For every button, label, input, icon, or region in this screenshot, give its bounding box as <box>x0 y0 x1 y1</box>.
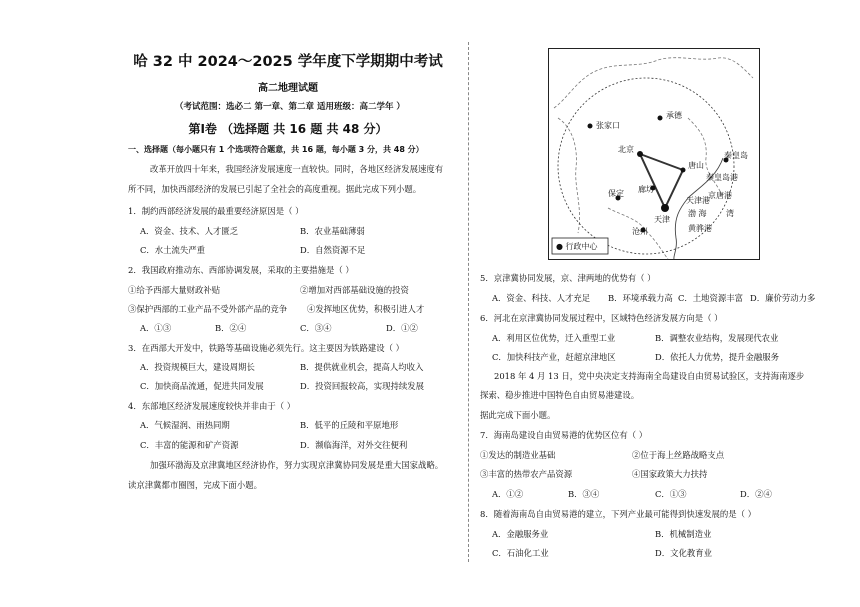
volume-heading: 第Ⅰ卷 （选择题 共 16 题 共 48 分） <box>188 122 388 136</box>
section-heading: 一、选择题（每小题只有 1 个选项符合题意，共 16 题，每小题 3 分，共 48 分） <box>128 145 424 154</box>
option-d: D．自然资源不足 <box>300 245 366 255</box>
statement-4: ④发挥地区优势，积极引进人才 <box>307 304 425 314</box>
page-subtitle: 高二地理试题 <box>258 83 318 94</box>
intro-text: 读京津冀都市圈图，完成下面小题。 <box>128 480 262 490</box>
city-dot <box>637 151 643 157</box>
statement-4: ④国家政策大力扶持 <box>632 469 708 479</box>
map-label-qinhuangdao: 秦皇岛 <box>724 151 748 160</box>
option-c: C．丰富的能源和矿产资源 <box>140 440 239 450</box>
city-dot <box>681 168 686 173</box>
map-label-bay: 湾 <box>726 209 734 218</box>
intro-text: 改革开放四十年来，我国经济发展速度一直较快。同时，各地区经济发展速度有 <box>150 164 444 174</box>
option-a: A．金融服务业 <box>492 529 549 539</box>
option-b: B．机械制造业 <box>655 529 712 539</box>
map-label-jingtang-port: 京唐港 <box>708 191 732 200</box>
map-legend: ● 行政中心 <box>556 242 598 251</box>
map-label-qinhuangdao-port: 秦皇岛港 <box>706 173 738 182</box>
page-title: 哈 32 中 2024～2025 学年度下学期期中考试 <box>133 54 443 70</box>
city-dot <box>588 124 593 129</box>
option-a: A．资金、科技、人才充足 <box>492 293 591 303</box>
jingjinji-map <box>548 48 760 260</box>
intro-text: 据此完成下面小题。 <box>480 410 556 420</box>
question-7: 7．海南岛建设自由贸易港的优势区位有（ ） <box>480 430 648 440</box>
option-a: A．投资规模巨大，建设周期长 <box>140 362 255 372</box>
option-a: A．①③ <box>140 323 172 333</box>
map-label-tianjin-port: 天津港 <box>686 196 710 205</box>
question-6: 6．河北在京津冀协同发展过程中，区域特色经济发展方向是（ ） <box>480 313 723 323</box>
statement-2: ②位于海上丝路战略支点 <box>632 450 725 460</box>
option-a: A．气候湿润、雨热同期 <box>140 420 230 430</box>
option-a: A．①② <box>492 489 524 499</box>
map-label-bohai: 渤 海 <box>688 209 707 218</box>
intro-text: 所不同，加快西部经济的发展已引起了全社会的高度重视。据此完成下列小题。 <box>128 184 422 194</box>
option-d: D．②④ <box>740 489 772 499</box>
question-5: 5．京津冀协同发展，京、津两地的优势有（ ） <box>480 273 656 283</box>
option-c: C．水土流失严重 <box>140 245 206 255</box>
statement-1: ①给予西部大量财政补贴 <box>128 285 221 295</box>
option-d: D．投资回报较高，实现持续发展 <box>300 381 424 391</box>
map-label-baoding: 保定 <box>608 189 624 198</box>
option-c: C．加快商品流通，促进共同发展 <box>140 381 264 391</box>
question-1: 1．制约西部经济发展的最重要经济原因是（ ） <box>128 206 304 216</box>
map-label-chengde: 承德 <box>666 111 682 120</box>
statement-3: ③保护西部的工业产品不受外部产品的竞争 <box>128 304 288 314</box>
option-c: C．土地资源丰富 <box>678 293 744 303</box>
statement-2: ②增加对西部基础设施的投资 <box>300 285 409 295</box>
map-label-tangshan: 唐山 <box>688 161 704 170</box>
map-label-zhangjiakou: 张家口 <box>596 121 620 130</box>
option-d: D．文化教育业 <box>655 548 712 558</box>
intro-text: 加强环渤海及京津冀地区经济协作，努力实现京津冀协同发展是重大国家战略。 <box>150 460 444 470</box>
option-b: B．②④ <box>215 323 247 333</box>
option-c: C．①③ <box>655 489 687 499</box>
option-d: D．廉价劳动力多 <box>750 293 816 303</box>
option-c: C．③④ <box>300 323 332 333</box>
option-b: B．环境承载力高 <box>608 293 673 303</box>
intro-text: 2018 年 4 月 13 日，党中央决定支持海南全岛建设自由贸易试验区，支持海南逐步 <box>494 371 805 381</box>
option-d: D．濒临海洋，对外交往便利 <box>300 440 408 450</box>
question-4: 4．东部地区经济发展速度较快并非由于（ ） <box>128 401 296 411</box>
question-2: 2．我国政府推动东、西部协调发展，采取的主要措施是（ ） <box>128 265 354 275</box>
option-d: D．①② <box>386 323 418 333</box>
option-b: B．提供就业机会，提高人均收入 <box>300 362 424 372</box>
city-dot <box>661 204 669 212</box>
option-d: D．依托人力优势，提升金融服务 <box>655 352 779 362</box>
city-dot <box>658 116 663 121</box>
option-a: A．资金、技术、人才匮乏 <box>140 226 239 236</box>
question-8: 8．随着海南岛自由贸易港的建立，下列产业最可能得到快速发展的是（ ） <box>480 509 756 519</box>
map-label-beijing: 北京 <box>618 145 634 154</box>
map-label-langfang: 廊坊 <box>638 185 654 194</box>
option-c: C．加快科技产业，赶超京津地区 <box>492 352 616 362</box>
exam-scope: （考试范围：选必二 第一章、第二章 适用班级：高二学年 ） <box>175 102 405 112</box>
map-label-tianjin: 天津 <box>654 215 670 224</box>
intro-text: 探索、稳步推进中国特色自由贸易港建设。 <box>480 390 640 400</box>
option-c: C．石油化工业 <box>492 548 549 558</box>
option-b: B．低平的丘陵和平原地形 <box>300 420 399 430</box>
question-3: 3．在西部大开发中，铁路等基础设施必须先行。这主要因为铁路建设（ ） <box>128 343 404 353</box>
statement-1: ①发达的制造业基础 <box>480 450 556 460</box>
option-b: B．调整农业结构，发展现代农业 <box>655 333 779 343</box>
option-b: B．③④ <box>568 489 600 499</box>
option-b: B．农业基础薄弱 <box>300 226 365 236</box>
option-a: A．利用区位优势，迁入重型工业 <box>492 333 616 343</box>
column-divider <box>468 42 469 562</box>
map-label-cangzhou: 沧州 <box>632 227 648 236</box>
map-label-huanghua-port: 黄骅港 <box>688 224 712 233</box>
statement-3: ③丰富的热带农产品资源 <box>480 469 573 479</box>
